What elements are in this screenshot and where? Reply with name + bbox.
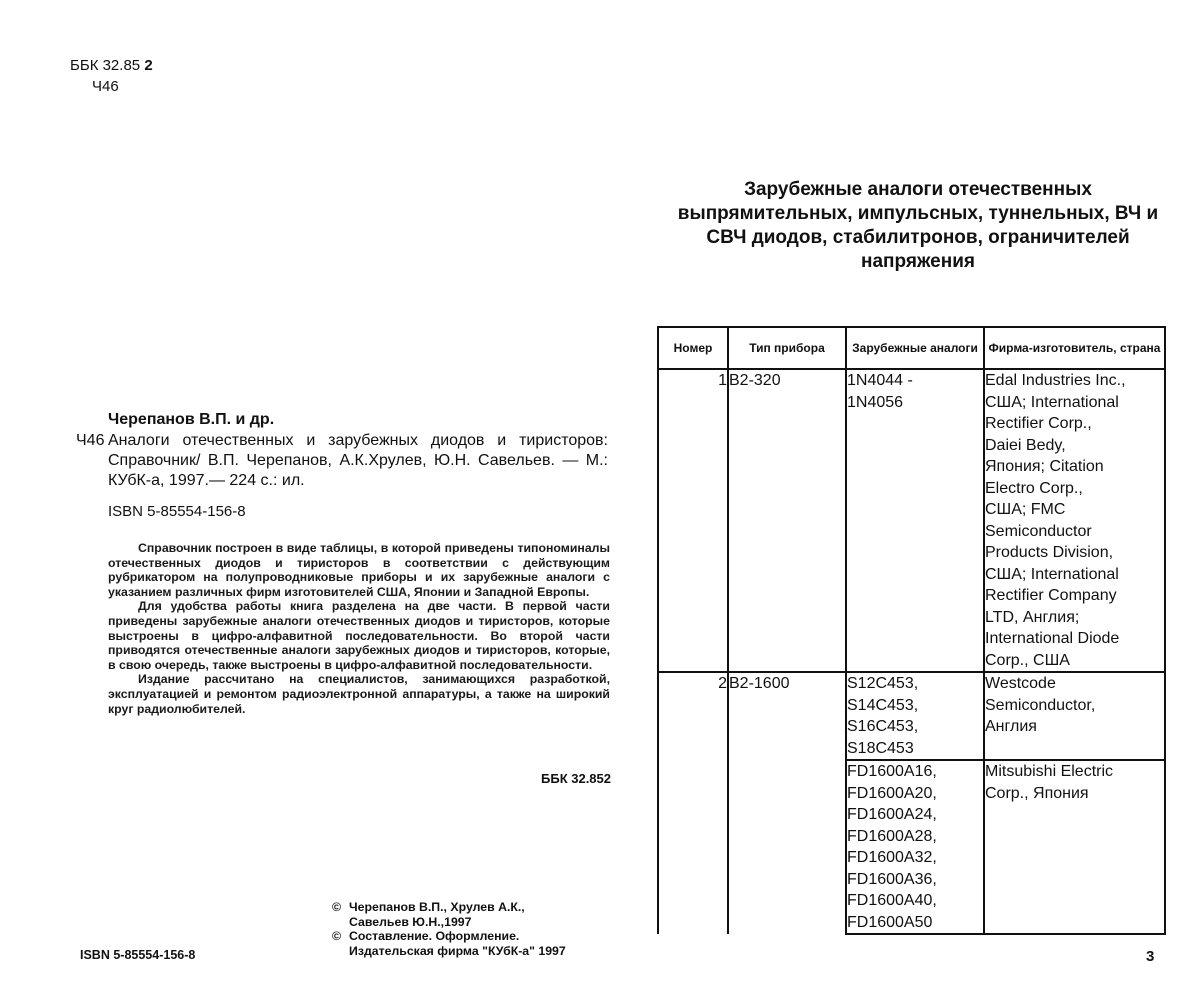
annotation — [108, 541, 610, 716]
analogs-table-wrap — [657, 326, 1166, 935]
firm-line: Corp., США — [985, 651, 1070, 669]
device-type: В2-320 — [728, 369, 846, 672]
author-mark: Ч46 — [92, 78, 119, 95]
analog-line: FD1600A16, — [847, 763, 937, 780]
copyright-symbol: © — [332, 929, 342, 943]
firm-line: LTD, Англия; — [985, 608, 1080, 626]
header-manufacturer: Фирма-изготовитель, страна — [984, 327, 1165, 369]
header-foreign-analogs: Зарубежные аналоги — [846, 327, 984, 369]
analog-line: 1N4044 - — [847, 372, 913, 389]
copyright-line: Составление. Оформление. — [349, 929, 520, 943]
copyright-line: Савельев Ю.Н.,1997 — [349, 914, 472, 929]
analog-line: S12C453, — [847, 675, 919, 692]
analog-line: FD1600A24, — [847, 806, 937, 823]
analog-line: FD1600A50 — [847, 913, 933, 931]
page-number: 3 — [1146, 948, 1155, 965]
header-device-type: Тип прибора — [728, 327, 846, 369]
firm-line: Rectifier Company — [985, 587, 1117, 604]
bibliographic-citation: Аналоги отечественных и зарубежных диодов и тиристоров: Справочник/ В.П. Черепанов, А.К.Хрулев, Ю.Н. Савельев. — М.: КУбК-а, 1997.— 224 с.: ил. — [108, 432, 608, 489]
analogs-cell — [846, 369, 984, 672]
analog-line: FD1600A36, — [847, 870, 937, 888]
analogs-cell — [846, 760, 984, 934]
annotation-paragraph: Издание рассчитано на специалистов, занимающихся разработкой, эксплуатацией и ремонтом радиоэлектронной аппаратуры, а также на широкий круг радиолюбителей. — [108, 672, 610, 716]
copyright-line: Черепанов В.П., Хрулев А.К., — [349, 900, 525, 914]
firm-line: Westcode — [985, 675, 1056, 692]
copyright-symbol: © — [332, 900, 342, 914]
firm-line: Semiconductor, — [985, 696, 1096, 714]
bbk-classification: ББК 32.852 — [541, 771, 611, 786]
analog-line: S14C453, — [847, 696, 919, 714]
row-number: 2 — [658, 672, 728, 934]
analogs-cell — [846, 672, 984, 760]
manufacturer-cell — [984, 760, 1165, 934]
firm-line: США; International — [985, 565, 1119, 583]
author-name: Черепанов В.П. и др. — [108, 411, 275, 428]
bbk-code — [70, 57, 153, 75]
annotation-paragraph: Для удобства работы книга разделена на две части. В первой части приведены зарубежные аналоги отечественных диодов и тиристоров, которые выстроены в цифро-алфавитной последовательности. Во второй части приводятся отечественные аналоги зарубежных диодов и тиристоров, которые, в свою очередь, также выстроены в цифро-алфавитной последовательности. — [108, 599, 610, 672]
firm-line: США; FMC — [985, 501, 1066, 518]
table-header-row — [658, 327, 1165, 369]
isbn-footer: ISBN 5-85554-156-8 — [80, 948, 196, 962]
analog-line: FD1600A40, — [847, 892, 937, 909]
copyright-block — [332, 900, 566, 958]
firm-line: Япония; Citation — [985, 458, 1104, 475]
firm-line: Daiei Bedy, — [985, 436, 1066, 454]
firm-line: Edal Industries Inc., — [985, 372, 1126, 389]
firm-line: Corp., Япония — [985, 784, 1089, 802]
manufacturer-cell — [984, 369, 1165, 672]
firm-line: Products Division, — [985, 544, 1114, 561]
header-number: Номер — [658, 327, 728, 369]
firm-line: International Diode — [985, 630, 1120, 647]
manufacturer-cell — [984, 672, 1165, 760]
firm-line: Mitsubishi Electric — [985, 763, 1114, 780]
firm-line: Semiconductor — [985, 522, 1092, 540]
catalog-code: Ч46 — [76, 432, 105, 449]
analog-line: FD1600A32, — [847, 849, 937, 866]
section-heading: Зарубежные аналоги отечественных выпрямительных, импульсных, туннельных, ВЧ и СВЧ диодов, стабилитронов, ограничителей напряжения — [677, 179, 1159, 272]
device-type: В2-1600 — [728, 672, 846, 934]
analog-line: FD1600A28, — [847, 827, 937, 845]
annotation-paragraph: Справочник построен в виде таблицы, в которой приведены типономиналы отечественных диодов и тиристоров в соответствии с действующим рубрикатором на полупроводниковые приборы и их зарубежные аналоги с указанием различных фирм изготовителей США, Японии и Западной Европы. — [108, 541, 610, 599]
firm-line: Англия — [985, 718, 1037, 735]
analog-line: S18C453 — [847, 739, 914, 757]
bbk-code-suffix: 2 — [144, 57, 153, 74]
analog-line: 1N4056 — [847, 393, 904, 411]
firm-line: США; International — [985, 393, 1119, 411]
analogs-table — [657, 326, 1166, 935]
firm-line: Electro Corp., — [985, 479, 1083, 497]
analog-line: S16C453, — [847, 718, 919, 735]
table-row — [658, 369, 1165, 672]
row-number: 1 — [658, 369, 728, 672]
firm-line: Rectifier Corp., — [985, 415, 1092, 432]
isbn: ISBN 5-85554-156-8 — [108, 503, 246, 520]
table-row — [658, 672, 1165, 760]
copyright-line: Издательская фирма "КУбК-а" 1997 — [349, 943, 566, 958]
analog-line: FD1600A20, — [847, 784, 937, 802]
bbk-code-text: ББК 32.85 — [70, 57, 141, 74]
